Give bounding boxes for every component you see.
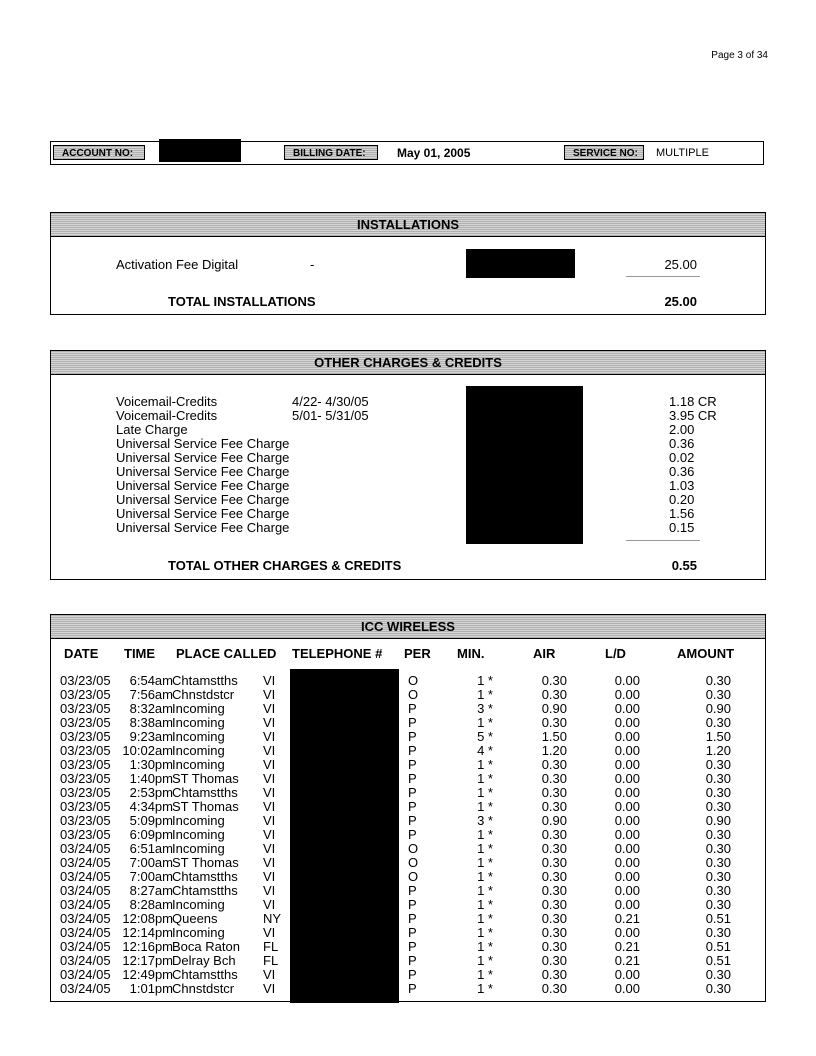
call-st: FL (263, 939, 279, 954)
call-time: 12:17pm (122, 953, 173, 968)
charge-desc: Universal Service Fee Charge (116, 506, 290, 521)
call-row (51, 772, 765, 786)
charge-row (51, 395, 765, 409)
call-place: Incoming (172, 827, 225, 842)
call-date: 03/23/05 (60, 729, 111, 744)
call-row (51, 688, 765, 702)
call-ld: 0.00 (614, 869, 640, 884)
call-min: 4 * (477, 743, 493, 758)
call-ld: 0.00 (614, 841, 640, 856)
call-ld: 0.00 (614, 687, 640, 702)
call-place: Chtamstths (172, 967, 238, 982)
call-per: P (408, 715, 417, 730)
call-time: 8:32am (129, 701, 173, 716)
service-no-label: SERVICE NO: (564, 145, 644, 160)
call-air: 0.30 (541, 967, 567, 982)
call-row (51, 982, 765, 996)
call-amount: 0.30 (705, 785, 731, 800)
call-per: P (408, 939, 417, 954)
call-place: Incoming (172, 757, 225, 772)
call-row (51, 912, 765, 926)
call-per: O (408, 687, 419, 702)
call-air: 0.90 (541, 813, 567, 828)
charge-row (51, 451, 765, 465)
call-amount: 0.51 (705, 953, 731, 968)
call-st: VI (263, 925, 276, 940)
call-ld: 0.00 (614, 981, 640, 996)
call-amount: 0.90 (705, 701, 731, 716)
call-place: Incoming (172, 743, 225, 758)
call-ld: 0.00 (614, 827, 640, 842)
call-per: P (408, 897, 417, 912)
call-date: 03/23/05 (60, 771, 111, 786)
call-row (51, 842, 765, 856)
charge-row (51, 507, 765, 521)
installations-title: INSTALLATIONS (51, 213, 765, 237)
call-st: FL (263, 953, 279, 968)
call-place: Incoming (172, 897, 225, 912)
call-amount: 0.30 (705, 799, 731, 814)
call-air: 0.30 (541, 799, 567, 814)
call-date: 03/24/05 (60, 855, 111, 870)
call-st: VI (263, 897, 276, 912)
call-amount: 0.30 (705, 827, 731, 842)
call-time: 6:51am (129, 841, 173, 856)
call-place: Incoming (172, 925, 225, 940)
call-place: Boca Raton (172, 939, 240, 954)
call-air: 0.30 (541, 827, 567, 842)
header-place-called: PLACE CALLED (176, 646, 277, 661)
call-air: 0.30 (541, 687, 567, 702)
charge-amount: 0.36 (669, 464, 695, 479)
installation-item-amount: 25.00 (664, 257, 697, 272)
call-per: P (408, 911, 417, 926)
call-time: 7:56am (129, 687, 173, 702)
call-place: Queens (172, 911, 218, 926)
call-air: 0.30 (541, 869, 567, 884)
call-st: VI (263, 757, 276, 772)
charge-amount: 2.00 (669, 422, 695, 437)
call-date: 03/23/05 (60, 743, 111, 758)
call-place: Incoming (172, 841, 225, 856)
call-air: 0.30 (541, 673, 567, 688)
call-date: 03/24/05 (60, 897, 111, 912)
call-date: 03/23/05 (60, 701, 111, 716)
call-time: 12:49pm (122, 967, 173, 982)
call-air: 0.30 (541, 757, 567, 772)
icc-wireless-section (50, 614, 766, 1002)
call-min: 1 * (477, 785, 493, 800)
call-air: 0.30 (541, 715, 567, 730)
call-row (51, 744, 765, 758)
call-st: VI (263, 883, 276, 898)
charge-row (51, 493, 765, 507)
call-ld: 0.21 (614, 953, 640, 968)
call-st: VI (263, 981, 276, 996)
call-time: 8:28am (129, 897, 173, 912)
charge-amount: 3.95 CR (669, 408, 717, 423)
call-amount: 0.30 (705, 925, 731, 940)
call-air: 0.30 (541, 911, 567, 926)
call-min: 1 * (477, 841, 493, 856)
call-ld: 0.00 (614, 897, 640, 912)
header-date: DATE (64, 646, 99, 661)
call-date: 03/23/05 (60, 799, 111, 814)
call-st: VI (263, 743, 276, 758)
call-st: VI (263, 855, 276, 870)
header-min: MIN. (457, 646, 485, 661)
header-telephone: TELEPHONE # (292, 646, 383, 661)
page-number: Page 3 of 34 (711, 50, 768, 61)
call-per: P (408, 883, 417, 898)
call-time: 4:34pm (129, 799, 173, 814)
call-date: 03/24/05 (60, 841, 111, 856)
header-time: TIME (124, 646, 156, 661)
service-no: MULTIPLE (656, 147, 709, 159)
call-amount: 0.30 (705, 869, 731, 884)
call-per: P (408, 981, 417, 996)
call-date: 03/23/05 (60, 827, 111, 842)
charge-amount: 0.20 (669, 492, 695, 507)
call-place: Chtamstths (172, 883, 238, 898)
call-place: Delray Bch (172, 953, 236, 968)
call-place: Chnstdstcr (172, 687, 235, 702)
icc-wireless-title: ICC WIRELESS (51, 615, 765, 639)
call-place: Incoming (172, 813, 225, 828)
call-amount: 0.51 (705, 911, 731, 926)
call-amount: 0.90 (705, 813, 731, 828)
call-date: 03/23/05 (60, 687, 111, 702)
call-ld: 0.00 (614, 771, 640, 786)
call-st: NY (263, 911, 282, 926)
call-ld: 0.00 (614, 883, 640, 898)
call-air: 0.30 (541, 981, 567, 996)
call-ld: 0.00 (614, 715, 640, 730)
call-amount: 0.30 (705, 757, 731, 772)
call-time: 2:53pm (129, 785, 173, 800)
call-st: VI (263, 771, 276, 786)
charge-desc: Universal Service Fee Charge (116, 520, 290, 535)
charge-row (51, 423, 765, 437)
call-date: 03/23/05 (60, 813, 111, 828)
call-min: 1 * (477, 883, 493, 898)
total-other-charges-amount: 0.55 (671, 558, 697, 573)
call-time: 8:38am (129, 715, 173, 730)
call-per: O (408, 673, 419, 688)
call-time: 12:14pm (122, 925, 173, 940)
call-ld: 0.00 (614, 743, 640, 758)
call-min: 1 * (477, 673, 493, 688)
call-ld: 0.00 (614, 855, 640, 870)
call-place: Chtamstths (172, 673, 238, 688)
call-date: 03/24/05 (60, 939, 111, 954)
total-installations-label: TOTAL INSTALLATIONS (168, 294, 316, 309)
call-row (51, 870, 765, 884)
call-date: 03/24/05 (60, 967, 111, 982)
call-ld: 0.00 (614, 785, 640, 800)
call-date: 03/24/05 (60, 953, 111, 968)
call-row (51, 954, 765, 968)
call-st: VI (263, 785, 276, 800)
charge-amount: 0.02 (669, 450, 695, 465)
call-date: 03/24/05 (60, 883, 111, 898)
call-amount: 0.30 (705, 841, 731, 856)
call-air: 0.30 (541, 953, 567, 968)
call-amount: 0.30 (705, 715, 731, 730)
account-no-redaction (159, 139, 241, 162)
call-air: 0.30 (541, 841, 567, 856)
call-ld: 0.00 (614, 673, 640, 688)
call-air: 0.90 (541, 701, 567, 716)
call-row (51, 800, 765, 814)
call-time: 12:08pm (122, 911, 173, 926)
installation-item-desc: Activation Fee Digital (116, 257, 239, 272)
call-amount: 0.30 (705, 897, 731, 912)
charge-period: 5/01- 5/31/05 (292, 408, 369, 423)
call-air: 1.50 (541, 729, 567, 744)
call-row (51, 828, 765, 842)
installations-section (50, 212, 766, 315)
other-charges-divider (626, 540, 700, 541)
call-ld: 0.00 (614, 729, 640, 744)
call-row (51, 926, 765, 940)
call-row (51, 674, 765, 688)
installation-divider (626, 276, 700, 277)
billing-date: May 01, 2005 (397, 146, 471, 160)
charge-desc: Universal Service Fee Charge (116, 436, 290, 451)
call-per: P (408, 785, 417, 800)
charge-row (51, 465, 765, 479)
charge-desc: Universal Service Fee Charge (116, 492, 290, 507)
charge-desc: Voicemail-Credits (116, 408, 218, 423)
call-row (51, 856, 765, 870)
call-row (51, 702, 765, 716)
call-per: P (408, 771, 417, 786)
call-air: 0.30 (541, 925, 567, 940)
call-per: P (408, 743, 417, 758)
call-st: VI (263, 687, 276, 702)
call-per: O (408, 855, 419, 870)
call-min: 1 * (477, 939, 493, 954)
call-st: VI (263, 799, 276, 814)
call-time: 1:40pm (129, 771, 173, 786)
call-air: 0.30 (541, 771, 567, 786)
call-time: 7:00am (129, 869, 173, 884)
charge-amount: 0.15 (669, 520, 695, 535)
call-ld: 0.00 (614, 757, 640, 772)
call-amount: 1.50 (705, 729, 731, 744)
call-amount: 0.30 (705, 883, 731, 898)
call-air: 0.30 (541, 897, 567, 912)
call-min: 1 * (477, 953, 493, 968)
call-st: VI (263, 813, 276, 828)
call-date: 03/23/05 (60, 785, 111, 800)
call-per: P (408, 701, 417, 716)
charge-amount: 1.18 CR (669, 394, 717, 409)
call-per: P (408, 757, 417, 772)
call-min: 1 * (477, 911, 493, 926)
call-place: Chnstdstcr (172, 981, 235, 996)
charge-desc: Late Charge (116, 422, 188, 437)
call-date: 03/24/05 (60, 911, 111, 926)
call-date: 03/24/05 (60, 981, 111, 996)
call-amount: 0.51 (705, 939, 731, 954)
call-amount: 0.30 (705, 687, 731, 702)
call-min: 1 * (477, 855, 493, 870)
call-row (51, 968, 765, 982)
call-per: P (408, 925, 417, 940)
call-min: 1 * (477, 757, 493, 772)
call-time: 8:27am (129, 883, 173, 898)
call-per: P (408, 967, 417, 982)
call-row (51, 814, 765, 828)
call-place: ST Thomas (172, 855, 239, 870)
call-row (51, 786, 765, 800)
charge-amount: 0.36 (669, 436, 695, 451)
call-place: Incoming (172, 715, 225, 730)
other-charges-section (50, 350, 766, 580)
call-ld: 0.00 (614, 813, 640, 828)
header-ld: L/D (605, 646, 626, 661)
call-date: 03/23/05 (60, 757, 111, 772)
call-air: 0.30 (541, 785, 567, 800)
call-per: P (408, 813, 417, 828)
call-st: VI (263, 827, 276, 842)
call-date: 03/24/05 (60, 925, 111, 940)
charge-desc: Voicemail-Credits (116, 394, 218, 409)
call-row (51, 730, 765, 744)
call-place: ST Thomas (172, 799, 239, 814)
call-st: VI (263, 869, 276, 884)
call-time: 9:23am (129, 729, 173, 744)
call-per: P (408, 799, 417, 814)
call-per: P (408, 953, 417, 968)
call-row (51, 940, 765, 954)
call-per: O (408, 841, 419, 856)
call-ld: 0.21 (614, 939, 640, 954)
call-row (51, 758, 765, 772)
call-min: 1 * (477, 981, 493, 996)
call-ld: 0.21 (614, 911, 640, 926)
header-air: AIR (533, 646, 556, 661)
call-amount: 0.30 (705, 981, 731, 996)
call-amount: 0.30 (705, 771, 731, 786)
call-date: 03/23/05 (60, 673, 111, 688)
call-air: 0.30 (541, 855, 567, 870)
call-time: 10:02am (122, 743, 173, 758)
call-time: 5:09pm (129, 813, 173, 828)
call-date: 03/24/05 (60, 869, 111, 884)
call-per: P (408, 729, 417, 744)
charge-row (51, 437, 765, 451)
other-charges-redaction (466, 386, 583, 544)
call-min: 1 * (477, 967, 493, 982)
call-time: 6:54am (129, 673, 173, 688)
billing-date-label: BILLING DATE: (284, 145, 378, 160)
call-amount: 1.20 (705, 743, 731, 758)
call-min: 5 * (477, 729, 493, 744)
call-air: 0.30 (541, 939, 567, 954)
call-st: VI (263, 701, 276, 716)
call-place: Chtamstths (172, 869, 238, 884)
call-row (51, 898, 765, 912)
call-min: 1 * (477, 869, 493, 884)
call-min: 1 * (477, 715, 493, 730)
charge-period: 4/22- 4/30/05 (292, 394, 369, 409)
call-air: 1.20 (541, 743, 567, 758)
call-ld: 0.00 (614, 701, 640, 716)
charge-desc: Universal Service Fee Charge (116, 478, 290, 493)
charge-row (51, 409, 765, 423)
header-per: PER (404, 646, 431, 661)
total-other-charges-label: TOTAL OTHER CHARGES & CREDITS (168, 558, 402, 573)
charge-row (51, 521, 765, 535)
charge-desc: Universal Service Fee Charge (116, 450, 290, 465)
call-min: 1 * (477, 827, 493, 842)
account-no-label: ACCOUNT NO: (53, 145, 145, 160)
total-installations-amount: 25.00 (664, 294, 697, 309)
call-air: 0.30 (541, 883, 567, 898)
call-place: Chtamstths (172, 785, 238, 800)
call-per: O (408, 869, 419, 884)
other-charges-title: OTHER CHARGES & CREDITS (51, 351, 765, 375)
call-min: 1 * (477, 687, 493, 702)
call-date: 03/23/05 (60, 715, 111, 730)
charge-row (51, 479, 765, 493)
call-min: 3 * (477, 701, 493, 716)
call-time: 1:01pm (129, 981, 173, 996)
call-place: Incoming (172, 701, 225, 716)
call-st: VI (263, 841, 276, 856)
call-min: 1 * (477, 771, 493, 786)
call-time: 1:30pm (129, 757, 173, 772)
call-min: 1 * (477, 897, 493, 912)
call-row (51, 884, 765, 898)
call-min: 1 * (477, 925, 493, 940)
installation-redaction (466, 249, 575, 278)
call-per: P (408, 827, 417, 842)
charge-amount: 1.03 (669, 478, 695, 493)
call-min: 3 * (477, 813, 493, 828)
call-time: 6:09pm (129, 827, 173, 842)
charge-desc: Universal Service Fee Charge (116, 464, 290, 479)
call-min: 1 * (477, 799, 493, 814)
call-st: VI (263, 673, 276, 688)
call-time: 7:00am (129, 855, 173, 870)
call-amount: 0.30 (705, 673, 731, 688)
call-st: VI (263, 729, 276, 744)
call-time: 12:16pm (122, 939, 173, 954)
call-amount: 0.30 (705, 855, 731, 870)
call-row (51, 716, 765, 730)
charge-amount: 1.56 (669, 506, 695, 521)
account-bar (50, 141, 764, 165)
call-ld: 0.00 (614, 799, 640, 814)
call-amount: 0.30 (705, 967, 731, 982)
call-st: VI (263, 715, 276, 730)
header-amount: AMOUNT (677, 646, 735, 661)
call-place: ST Thomas (172, 771, 239, 786)
call-st: VI (263, 967, 276, 982)
installation-item-dash: - (310, 257, 315, 272)
call-place: Incoming (172, 729, 225, 744)
call-ld: 0.00 (614, 925, 640, 940)
call-ld: 0.00 (614, 967, 640, 982)
